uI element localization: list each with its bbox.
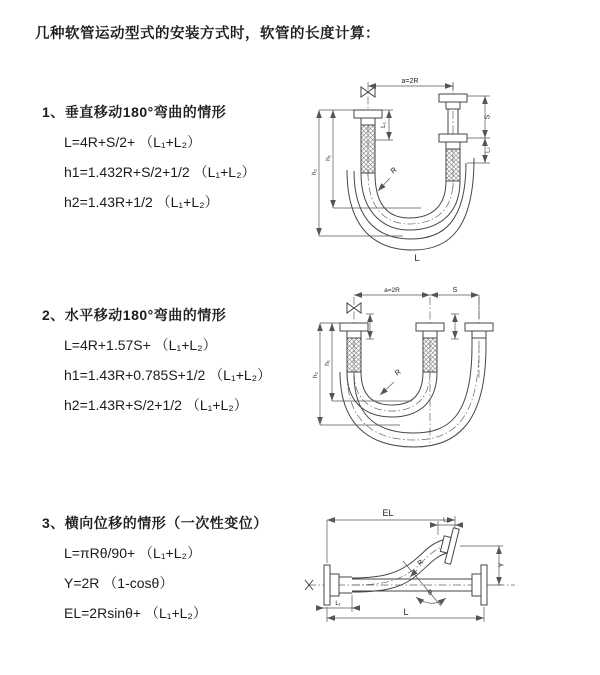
dim-label-l1: L₁ — [380, 122, 387, 128]
section-horizontal-bend — [42, 305, 312, 415]
left-pipe — [354, 110, 382, 173]
formula-s3-EL: EL=2Rsinθ+ （L₁+L₂） — [64, 605, 207, 621]
middle-pipe — [416, 323, 444, 372]
dimensions — [311, 78, 492, 264]
formula-s1-L: L=4R+S/2+ （L₁+L₂） — [64, 134, 202, 150]
formula-s2-h1: h1=1.43R+0.785S+1/2 （L₁+L₂） — [64, 367, 272, 383]
section-lateral-shift — [42, 513, 312, 623]
diagram-horizontal-180-bend — [300, 283, 560, 468]
dim-label-a2r: a=2R — [401, 78, 419, 85]
dim-label-l2: L₂ — [485, 147, 492, 153]
radius-label: R — [416, 558, 426, 568]
upper-flange — [438, 526, 459, 564]
formula-s2-L: L=4R+1.57S+ （L₁+L₂） — [64, 337, 217, 353]
section-vertical-bend — [42, 102, 312, 212]
length-label: L — [403, 607, 409, 617]
formula-s1-h1: h1=1.432R+S/2+1/2 （L₁+L₂） — [64, 164, 256, 180]
radius-label: R — [388, 165, 399, 176]
hose-curve — [352, 540, 447, 592]
dim-label-a2r: a=2R — [384, 287, 400, 294]
dim-label-l1: L₁ — [335, 601, 341, 607]
angle-label: θ — [428, 590, 432, 597]
length-label: L — [414, 253, 420, 264]
dim-label-h2: h₂ — [311, 168, 318, 176]
section-3-heading: 3、横向位移的情形（一次性变位） — [42, 515, 268, 531]
dim-label-s: S — [452, 287, 458, 294]
diagram-lateral-displacement — [300, 495, 565, 645]
hose-curves — [340, 346, 486, 447]
dimensions — [312, 287, 479, 425]
formula-s1-h2: h2=1.43R+1/2 （L₁+L₂） — [64, 194, 219, 210]
dim-label-y: Y — [496, 562, 506, 568]
section-2-heading: 2、水平移动180°弯曲的情形 — [42, 307, 227, 323]
formula-s3-L: L=πRθ/90+ （L₁+L₂） — [64, 545, 201, 561]
radius-label: R — [392, 367, 403, 378]
dim-label-s: S — [484, 114, 492, 120]
page-title: 几种软管运动型式的安装方式时，软管的长度计算： — [35, 26, 380, 42]
diagram-vertical-180-bend — [303, 70, 543, 265]
formula-s3-Y: Y=2R （1-cosθ） — [64, 575, 174, 591]
dim-label-h1: h₁ — [325, 155, 332, 161]
left-pipe — [340, 323, 368, 372]
formula-s2-h2: h2=1.43R+S/2+1/2 （L₁+L₂） — [64, 397, 248, 413]
centerlines — [347, 297, 479, 443]
dim-label-h2: h₂ — [312, 371, 319, 379]
dim-label-h1: h₁ — [324, 360, 331, 366]
section-1-heading: 1、垂直移动180°弯曲的情形 — [42, 104, 227, 120]
right-pipe — [439, 94, 467, 181]
dim-label-l2: L₂ — [443, 517, 449, 524]
dimensions — [316, 508, 506, 622]
dim-label-el: EL — [382, 508, 394, 518]
